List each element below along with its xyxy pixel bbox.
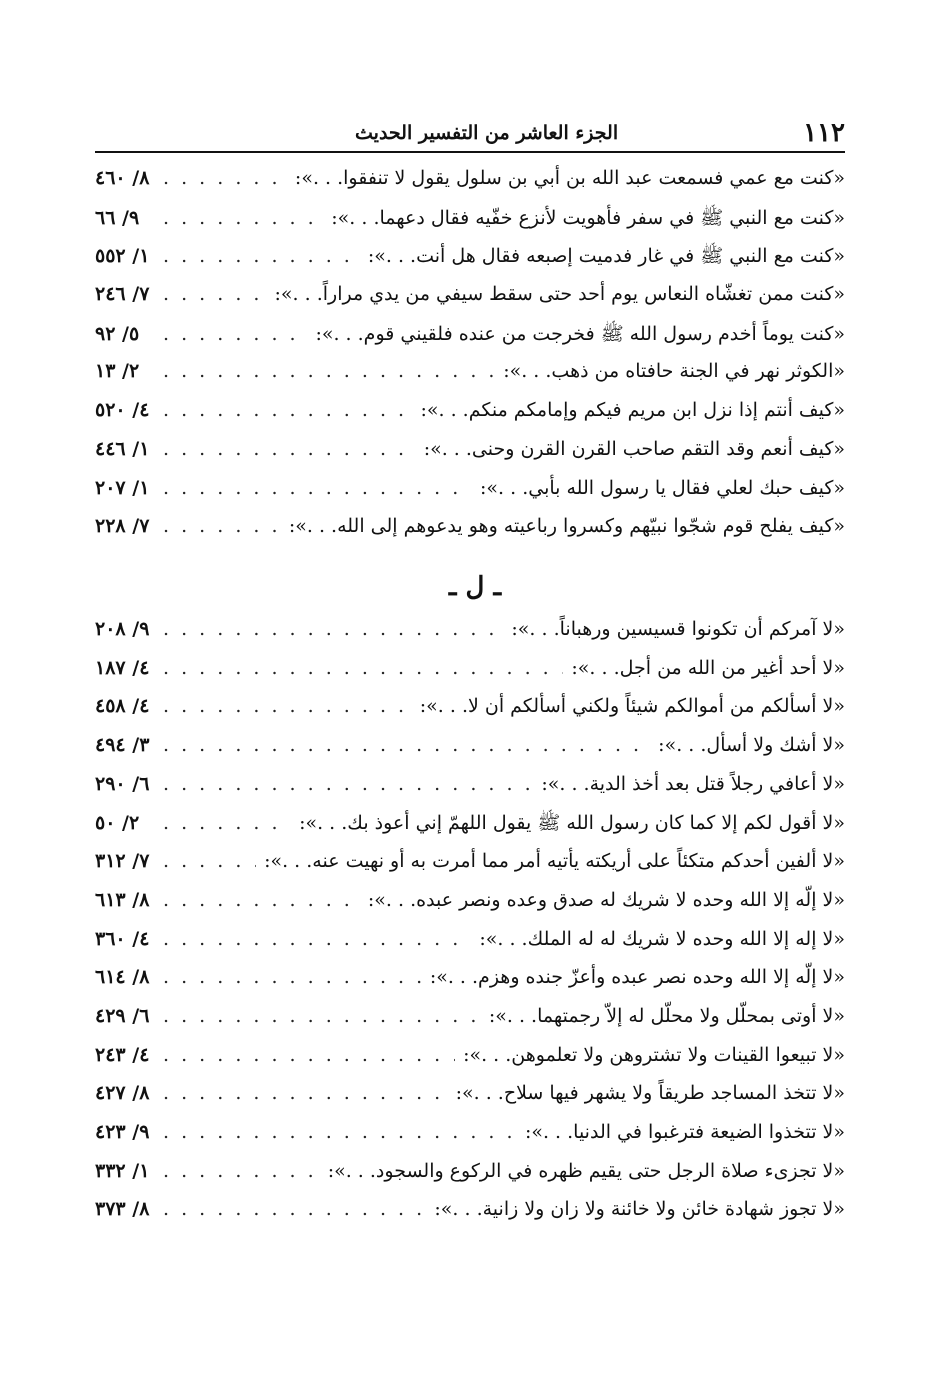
entry-reference: ٨/ ٤٦٠ [95, 167, 150, 189]
entry-reference: ٦/ ٢٩٠ [95, 772, 150, 795]
entry-reference: ٣/ ٤٩٤ [95, 734, 150, 757]
entry-text: «لا أقول لكم إلا كما كان رسول الله ﷺ يقول اللهمّ إني أعوذ بك. . .»: [299, 812, 845, 835]
index-entry [95, 515, 845, 554]
dot-leader [163, 1082, 448, 1104]
dot-leader [163, 889, 360, 911]
running-title: الجزء العاشر من التفسير الحديث [355, 122, 619, 144]
entry-reference: ٩/ ٦٦ [95, 206, 140, 229]
index-list-lam [95, 618, 845, 1237]
entry-reference: ٤/ ٥٢٠ [95, 399, 150, 422]
entry-reference: ٧/ ٣١٢ [95, 850, 150, 873]
dot-leader [163, 283, 267, 305]
entry-text: «كنت مع عمي فسمعت عبد الله بن أبي بن سلول يقول لا تنفقوا. . .»: [294, 167, 845, 189]
entry-reference: ١/ ٤٤٦ [95, 437, 150, 460]
entry-text: «الكوثر نهر في الجنة حافتاه من ذهب. . .»: [503, 360, 845, 383]
entry-reference: ٤/ ٣٦٠ [95, 927, 150, 950]
entry-reference: ٧/ ٢٢٨ [95, 515, 150, 538]
entry-reference: ١/ ٣٣٢ [95, 1159, 150, 1182]
index-entry [95, 657, 845, 696]
entry-text: «كنت ممن تغشّاه النعاس يوم أحد حتى سقط سيفي من يدي مراراً. . .»: [274, 283, 845, 306]
index-entry [95, 1044, 845, 1083]
dot-leader [163, 657, 563, 679]
page-number: ١١٢ [803, 118, 845, 148]
entry-text: «كيف أنعم وقد التقم صاحب القرن القرن وحنى. . .»: [423, 437, 845, 460]
index-entry [95, 695, 845, 734]
header-rule [95, 151, 845, 153]
index-entry [95, 811, 845, 850]
entry-text: «لا آمركم أن تكونوا قسيسين ورهباناً. . .»: [511, 618, 845, 640]
entry-text: «كنت مع النبي ﷺ في سفر فأهويت لأنزع خفّيه فقال دعهما. . .»: [331, 206, 845, 229]
dot-leader [163, 1160, 320, 1182]
entry-reference: ٤/ ١٨٧ [95, 656, 150, 679]
entry-reference: ٢/ ١٣ [95, 360, 140, 383]
index-entry [95, 283, 845, 322]
index-list-kaf [95, 167, 845, 554]
index-entry [95, 966, 845, 1005]
entry-text: «لا أشك ولا أسأل. . .»: [658, 734, 845, 757]
dot-leader [163, 850, 256, 872]
dot-leader [163, 515, 281, 537]
dot-leader [163, 1005, 481, 1027]
page-header [95, 116, 845, 150]
index-entry [95, 244, 845, 283]
entry-reference: ٤/ ٤٥٨ [95, 695, 150, 718]
index-entry [95, 928, 845, 967]
entry-text: «لا ألفين أحدكم متكئاً على أريكته يأتيه أمر مما أمرت به أو نهيت عنه. . .»: [264, 850, 845, 873]
index-entry [95, 850, 845, 889]
dot-leader [163, 438, 416, 460]
entry-reference: ٩/ ٤٢٣ [95, 1120, 150, 1143]
index-entry [95, 1198, 845, 1237]
dot-leader [163, 1044, 455, 1066]
dot-leader [163, 966, 422, 988]
entry-text: «لا تجزىء صلاة الرجل حتى يقيم ظهره في الركوع والسجود. . .»: [327, 1159, 845, 1182]
entry-text: «لا إلّه إلا الله وحده نصر عبده وأعزّ جنده وهزم. . .»: [429, 966, 845, 989]
dot-leader [163, 734, 650, 756]
dot-leader [163, 695, 412, 717]
entry-text: «كنت يوماً أخدم رسول الله ﷺ فخرجت من عنده فلقيني قوم. . .»: [315, 322, 845, 345]
dot-leader [163, 1198, 426, 1220]
entry-text: «لا أوتى بمحلّل ولا محلّل له إلاّ رجمتهما. . .»: [488, 1004, 845, 1027]
dot-leader [163, 928, 471, 950]
entry-reference: ١/ ٥٥٢ [95, 245, 150, 268]
index-entry [95, 1160, 845, 1199]
entry-text: «لا تتخذوا الضيعة فترغبوا في الدنيا. . .»: [524, 1120, 845, 1143]
dot-leader [163, 167, 287, 189]
index-entry [95, 477, 845, 516]
index-entry [95, 167, 845, 206]
index-entry [95, 1121, 845, 1160]
entry-reference: ٢/ ٥٠ [95, 812, 140, 835]
index-entry [95, 773, 845, 812]
entry-text: «لا أسألكم من أموالكم شيئاً ولكني أسألكم أن لا. . .»: [419, 695, 845, 718]
entry-reference: ٨/ ٦١٣ [95, 888, 150, 911]
entry-text: «كيف حبك لعلي فقال يا رسول الله بأبي. . .»: [480, 476, 845, 499]
entry-text: «لا تتخذ المساجد طريقاً ولا يشهر فيها سلاح. . .»: [455, 1082, 845, 1105]
index-entry [95, 618, 845, 657]
index-entry [95, 438, 845, 477]
entry-text: «لا إله إلا الله وحده لا شريك له له الملك. . .»: [479, 927, 845, 950]
index-entry [95, 399, 845, 438]
entry-text: «كنت مع النبي ﷺ في غار فدميت إصبعه فقال هل أنت. . .»: [367, 245, 845, 268]
entry-reference: ٤/ ٢٤٣ [95, 1043, 150, 1066]
dot-leader [163, 323, 307, 345]
entry-reference: ٨/ ٦١٤ [95, 966, 150, 989]
entry-reference: ٧/ ٢٤٦ [95, 283, 150, 306]
dot-leader [163, 773, 533, 795]
entry-text: «لا أحد أغير من الله من أجل. . .»: [571, 656, 845, 679]
entry-reference: ٩/ ٢٠٨ [95, 618, 150, 640]
index-entry [95, 1082, 845, 1121]
entry-text: «لا إلّه إلا الله وحده لا شريك له صدق وعده ونصر عبده. . .»: [367, 888, 845, 911]
entry-reference: ٦/ ٤٢٩ [95, 1004, 150, 1027]
dot-leader [163, 207, 323, 229]
entry-reference: ١/ ٢٠٧ [95, 476, 150, 499]
index-entry [95, 206, 845, 245]
dot-leader [163, 1121, 517, 1143]
dot-leader [163, 477, 472, 499]
entry-reference: ٨/ ٤٢٧ [95, 1082, 150, 1105]
dot-leader [163, 399, 412, 421]
entry-reference: ٥/ ٩٢ [95, 322, 140, 345]
dot-leader [163, 618, 503, 640]
index-entry [95, 1005, 845, 1044]
index-entry [95, 322, 845, 361]
entry-text: «لا تجوز شهادة خائن ولا خائنة ولا زان ولا زانية. . .»: [434, 1198, 845, 1221]
entry-text: «كيف أنتم إذا نزل ابن مريم فيكم وإمامكم منكم. . .»: [420, 399, 845, 422]
dot-leader [163, 812, 291, 834]
index-entry [95, 889, 845, 928]
entry-text: «كيف يفلح قوم شجّوا نبيّهم وكسروا رباعيته وهو يدعوهم إلى الله. . .»: [288, 515, 845, 538]
dot-leader [163, 245, 360, 267]
index-entry [95, 734, 845, 773]
dot-leader [163, 360, 495, 382]
entry-reference: ٨/ ٣٧٣ [95, 1198, 150, 1221]
index-entry [95, 360, 845, 399]
entry-text: «لا تبيعوا القينات ولا تشتروهن ولا تعلموهن. . .»: [463, 1043, 845, 1066]
section-heading-lam: ـ ل ـ [448, 572, 502, 602]
entry-text: «لا أعافي رجلاً قتل بعد أخذ الدية. . .»: [541, 772, 845, 795]
